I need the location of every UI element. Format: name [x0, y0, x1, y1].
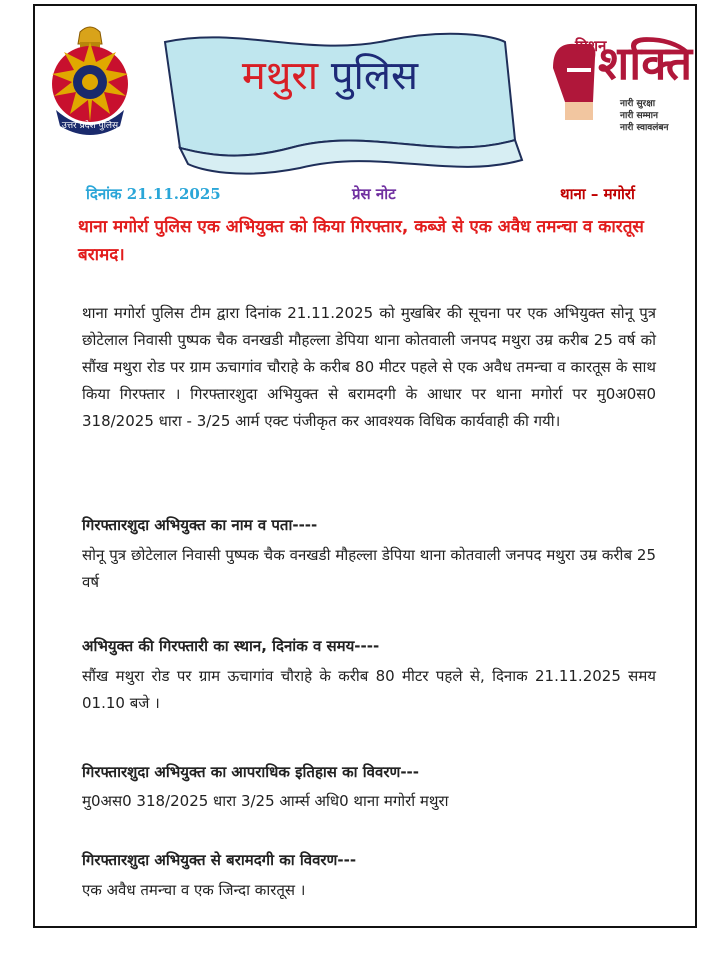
mission-line-3: नारी स्वावलंबन — [620, 123, 669, 133]
press-note-label: प्रेस नोट — [352, 185, 396, 203]
section-heading-arrest-place: अभियुक्त की गिरफ्तारी का स्थान, दिनांक व समय---- — [82, 637, 380, 655]
police-station-label: थाना – मगोर्रा — [560, 185, 635, 203]
section-heading-name-address: गिरफ्तारशुदा अभियुक्त का नाम व पता---- — [82, 516, 318, 534]
title-word-police: पुलिस — [330, 53, 419, 99]
section-heading-recovery: गिरफ्तारशुदा अभियुक्त से बरामदगी का विवरण--- — [82, 851, 357, 869]
emblem-ribbon-text: उत्तर प्रदेश पुलिस — [61, 121, 119, 131]
title-word-mathura: मथुरा — [241, 53, 319, 99]
section-text-recovery: एक अवैध तमन्चा व एक जिन्दा कारतूस । — [82, 881, 306, 899]
press-headline: थाना मगोर्रा पुलिस एक अभियुक्त को किया गिरफ्तार, कब्जे से एक अवैध तमन्चा व कारतूस बरामद। — [78, 217, 644, 265]
mission-line-1: नारी सुरक्षा — [620, 99, 656, 109]
mission-label: मिशन — [575, 37, 607, 55]
press-date: दिनांक 21.11.2025 — [86, 185, 221, 203]
section-text-arrest-place: सौंख मथुरा रोड पर ग्राम ऊचागांव चौराहे के करीब 80 मीटर पहले से, दिनाक 21.11.2025 समय 01.10 बजे । — [82, 667, 656, 712]
page-title — [160, 46, 500, 101]
up-police-emblem-icon — [40, 22, 140, 142]
section-heading-criminal-history: गिरफ्तारशुदा अभियुक्त का आपराधिक इतिहास का विवरण--- — [82, 763, 420, 781]
press-body-paragraph: थाना मगोर्रा पुलिस टीम द्वारा दिनांक 21.11.2025 को मुखबिर की सूचना पर एक अभियुक्त सोनू पुत्र छोटेलाल निवासी पुष्पक चैक वनखडी मौहल्ला डेपिया थाना कोतवाली जनपद मथुरा उम्र करीब 25 वर्ष को सौंख मथुरा रोड पर ग्राम ऊचागांव चौराहे के करीब 80 मीटर पहले से एक अवैध तमन्चा व कारतूस के साथ किया गिरफ्तार । गिरफ्तारशुदा अभियुक्त से बरामदगी के आधार पर थाना मगोर्रा पर मु0अ0स0 318/2025 धारा - 3/25 आर्म एक्ट पंजीकृत कर आवश्यक विधिक कार्यवाही की गयी। — [82, 304, 656, 430]
section-text-name-address: सोनू पुत्र छोटेलाल निवासी पुष्पक चैक वनखडी मौहल्ला डेपिया थाना कोतवाली जनपद मथुरा उम्र करीब 25 वर्ष — [82, 546, 656, 591]
section-text-criminal-history: मु0अस0 318/2025 धारा 3/25 आर्म्स अधि0 थाना मगोर्रा मथुरा — [82, 792, 449, 810]
mission-line-2: नारी सम्मान — [620, 111, 658, 121]
mission-shakti-word: शक्ति — [598, 36, 693, 90]
